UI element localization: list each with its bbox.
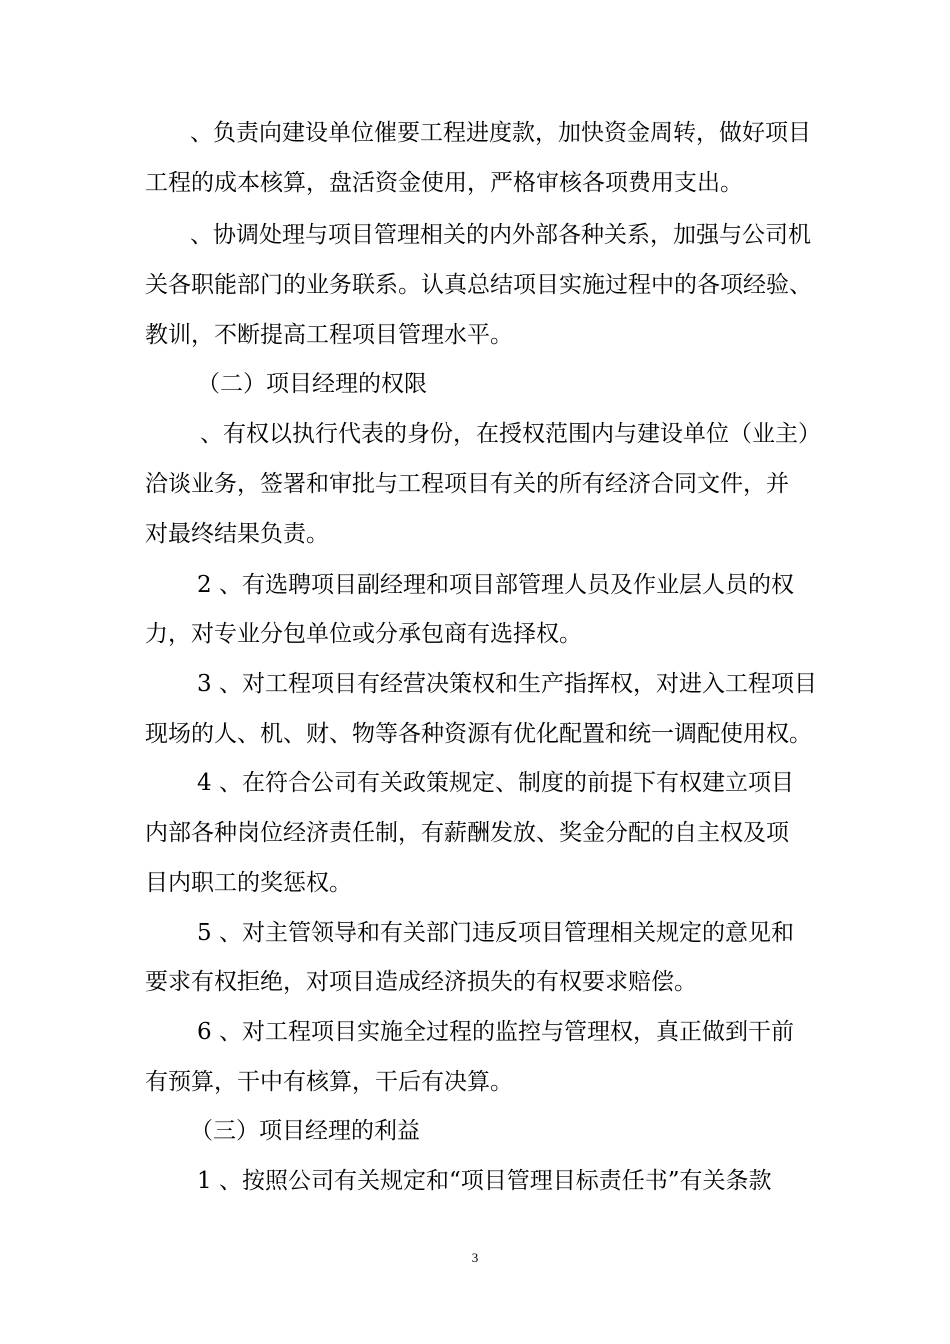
text-line [0,1012,950,1052]
page-number: 3 [471,1250,479,1265]
section-heading [0,1111,950,1151]
text-line [0,265,950,305]
line-text: 、协调处理与项目管理相关的内外部各种关系，加强与公司机 [190,222,811,248]
line-text: 、有权以执行代表的身份，在授权范围内与建设单位（业主） [200,421,821,447]
text-line [0,714,950,754]
text-line [0,1062,950,1102]
heading-text: （三）项目经理的利益 [190,1118,420,1144]
line-text: 6 、对工程项目实施全过程的监控与管理权，真正做到干前 [197,1019,794,1045]
section-heading [0,364,950,404]
line-text: 2 、有选聘项目副经理和项目部管理人员及作业层人员的权 [197,572,794,598]
line-text: 5 、对主管领导和有关部门违反项目管理相关规定的意见和 [197,920,794,946]
text-line [0,414,950,454]
text-line [0,514,950,554]
line-text: 1 、按照公司有关规定和“项目管理目标责任书”有关条款 [197,1168,772,1194]
text-line [0,113,950,153]
line-text: 内部各种岗位经济责任制，有薪酬发放、奖金分配的自主权及项 [145,820,789,846]
text-line [0,565,950,605]
line-text: 对最终结果负责。 [145,521,329,547]
line-text: 有预算，干中有核算，干后有决算。 [145,1069,513,1095]
line-text: 工程的成本核算，盘活资金使用，严格审核各项费用支出。 [145,170,743,196]
line-text: 、负责向建设单位催要工程进度款，加快资金周转，做好项目 [190,120,811,146]
line-text: 要求有权拒绝，对项目造成经济损失的有权要求赔偿。 [145,969,697,995]
text-line [0,863,950,903]
line-text: 力，对专业分包单位或分承包商有选择权。 [145,621,582,647]
line-text: 4 、在符合公司有关政策规定、制度的前提下有权建立项目 [197,770,794,796]
heading-text: （二）项目经理的权限 [197,371,427,397]
line-text: 洽谈业务，签署和审批与工程项目有关的所有经济合同文件，并 [145,471,789,497]
text-line [0,1161,950,1201]
text-line [0,464,950,504]
line-text: 关各职能部门的业务联系。认真总结项目实施过程中的各项经验、 [145,272,812,298]
text-line [0,813,950,853]
text-line [0,664,950,704]
text-line [0,315,950,355]
text-line [0,763,950,803]
text-line [0,913,950,953]
line-text: 现场的人、机、财、物等各种资源有优化配置和统一调配使用权。 [145,721,812,747]
text-line [0,962,950,1002]
text-line [0,215,950,255]
text-line [0,163,950,203]
line-text: 目内职工的奖惩权。 [145,870,352,896]
line-text: 3 、对工程项目有经营决策权和生产指挥权，对进入工程项目 [197,671,817,697]
line-text: 教训，不断提高工程项目管理水平。 [145,322,513,348]
text-line [0,614,950,654]
